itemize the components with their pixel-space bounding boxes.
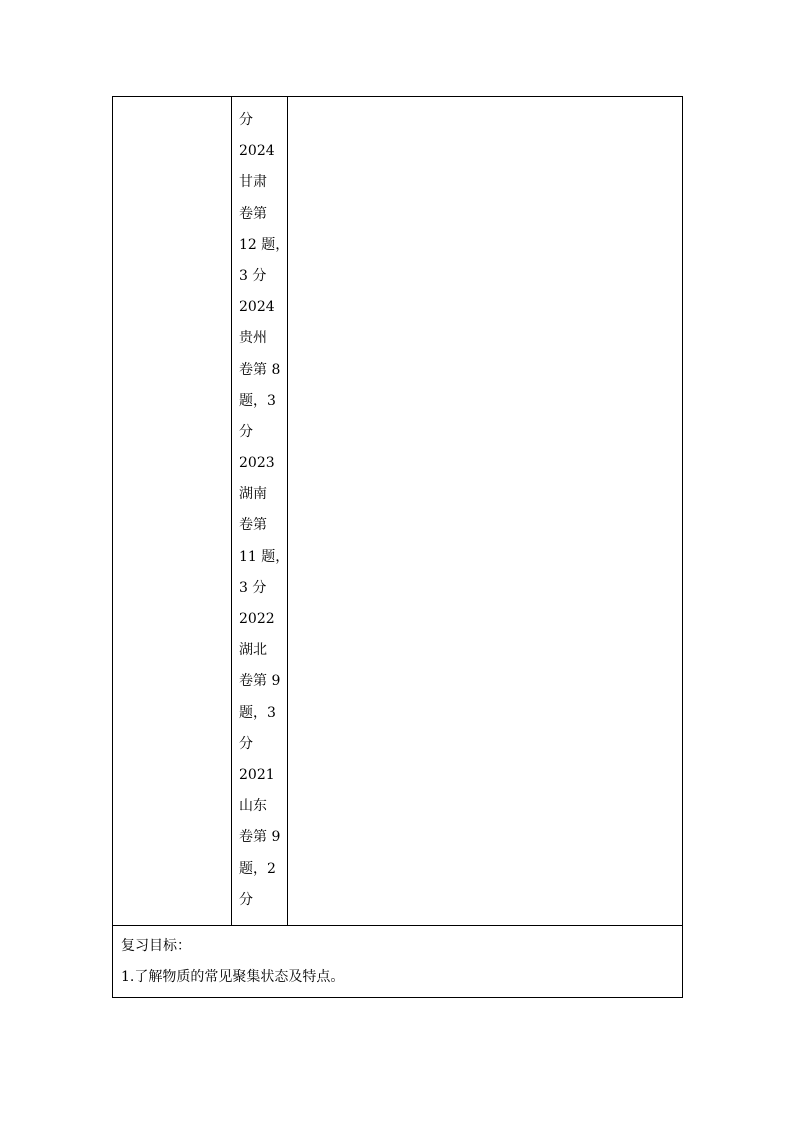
exam-source-line: 题，3: [239, 704, 276, 721]
exam-source-line: 2024: [239, 299, 275, 316]
exam-source-line: 甘肃: [239, 174, 267, 191]
exam-source-line: 题，2: [239, 860, 276, 877]
exam-source-line: 2021: [239, 766, 275, 783]
exam-source-line: 分: [239, 735, 253, 752]
review-goals-cell: [121, 931, 671, 993]
exam-source-line: 3 分: [239, 579, 267, 596]
exam-source-line: 分: [239, 423, 253, 440]
row-divider: [113, 925, 682, 926]
exam-source-line: 卷第 9: [239, 829, 281, 846]
exam-source-line: 2022: [239, 611, 275, 627]
exam-source-line: 卷第: [239, 517, 267, 534]
exam-source-line: 卷第: [239, 205, 267, 222]
exam-source-line: 分: [239, 112, 253, 128]
exam-source-line: 11 题，: [239, 548, 290, 565]
exam-source-line: 题，3: [239, 392, 276, 409]
exam-table: [112, 96, 683, 998]
exam-source-line: 2024: [239, 143, 275, 160]
review-goal-item: 1.了解物质的常见聚集状态及特点。: [121, 969, 345, 985]
exam-source-line: 湖北: [239, 642, 267, 659]
exam-source-line: 山东: [239, 798, 267, 815]
column-divider-2: [287, 97, 288, 926]
exam-source-line: 3 分: [239, 267, 267, 284]
exam-source-line: 卷第 9: [239, 673, 281, 690]
exam-source-line: 分: [239, 891, 253, 908]
exam-source-line: 2023: [239, 455, 275, 472]
exam-source-cell: [239, 105, 290, 916]
exam-source-line: 贵州: [239, 330, 267, 347]
review-goals-heading: 复习目标：: [121, 938, 191, 954]
exam-source-line: 湖南: [239, 486, 267, 503]
exam-source-line: 卷第 8: [239, 361, 281, 378]
exam-source-line: 12 题，: [239, 236, 290, 253]
column-divider-1: [231, 97, 232, 926]
